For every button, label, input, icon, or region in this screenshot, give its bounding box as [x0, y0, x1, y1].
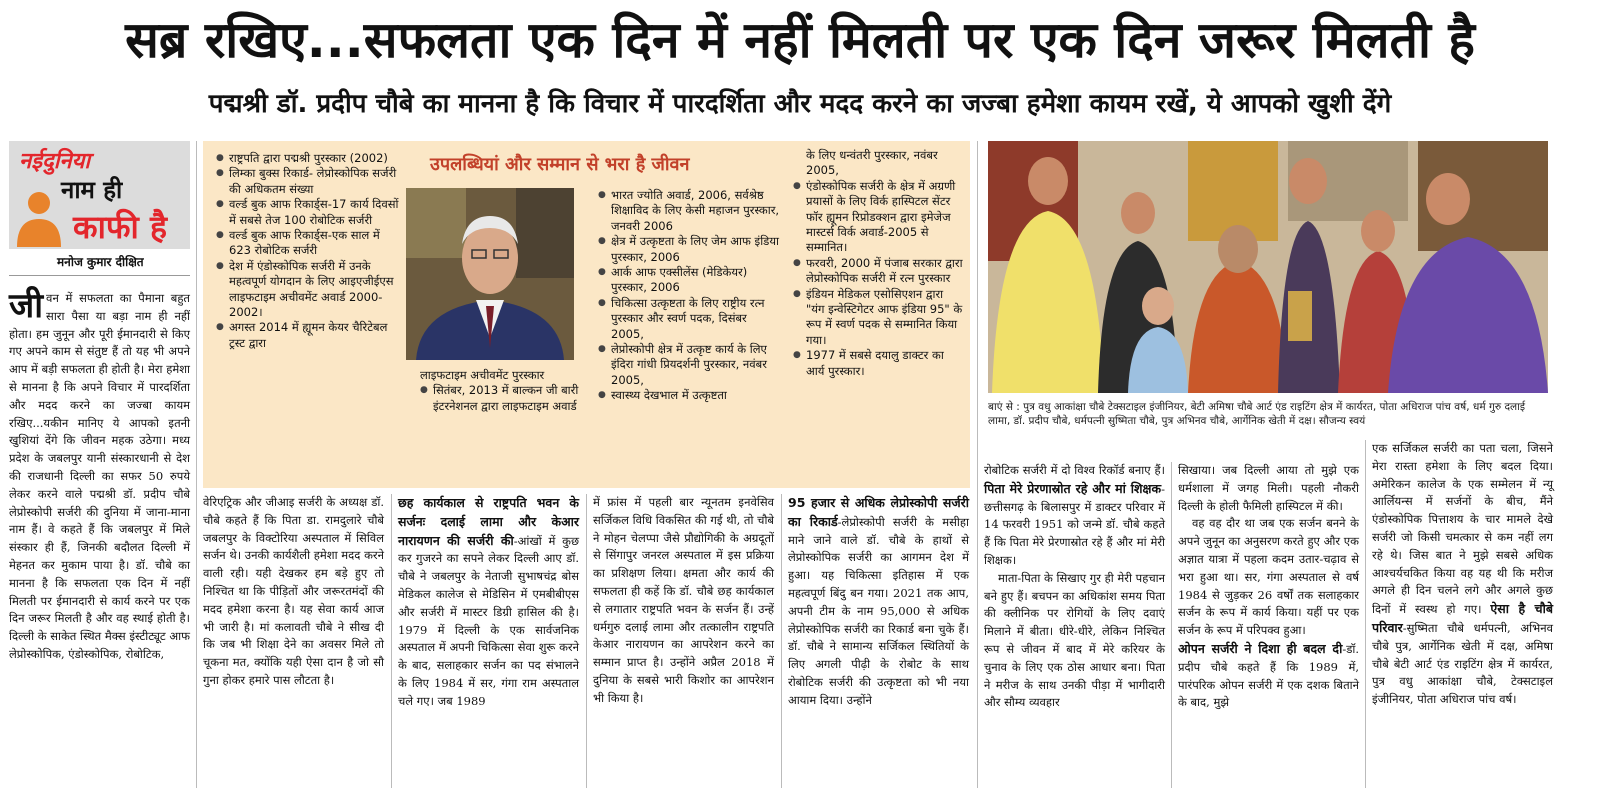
list-item: ● स्वास्थ्य देखभाल में उत्कृष्टता	[598, 388, 780, 403]
portrait-photo	[406, 188, 574, 360]
brand-line-3: काफी है	[73, 208, 167, 246]
achievements-list-1	[216, 151, 401, 481]
column-text: -डॉ. प्रदीप चौबे कहते हैं कि 1989 में, पारंपरिक ओपन सर्जरी में एक दशक बिताने के बाद, मुझे	[1178, 641, 1359, 710]
list-item: ● आर्क आफ एक्सीलेंस (मेडिकेयर) पुरस्कार, 2006	[598, 265, 780, 296]
column-text: रोबोटिक सर्जरी में दो विश्व रिकॉर्ड बनाए हैं।	[984, 463, 1165, 477]
section-heading: ऐसा है चौबे परिवार	[1372, 601, 1553, 635]
section-heading: ओपन सर्जरी ने दिशा ही बदल दी	[1178, 640, 1343, 656]
list-item: ● फरवरी, 2000 में पंजाब सरकार द्वारा लेप्रोस्कोपिक सर्जरी में रत्न पुरस्कार	[793, 256, 965, 287]
column-text: वेरिएट्रिक और जीआइ सर्जरी के अध्यक्ष डॉ. चौबे कहते हैं कि पिता डा. रामदुलारे चौबे जबलपुर के विक्टोरिया अस्पताल में सिविल सर्जन थे। उनकी कार्यशैली हमेशा मदद करने वाली रही। यही देखकर हम बड़े हुए तो निश्चित था कि पीड़ितों और जरूरतमंदों की मदद हमेशा करना है। यह सेवा कार्य आज भी जारी है। मां कलावती चौबे ने सीख दी कि जब भी शिक्षा देने का अवसर मिले तो चूकना मत, क्योंकि यही ऐसा दान है जो सौ गुना होकर हमारे पास लौटता है।	[203, 495, 384, 687]
list-item: ● वर्ल्ड बुक आफ रिकार्ड्स-एक साल में 623 रोबोटिक सर्जरी	[216, 228, 401, 259]
list-item: ● लेप्रोस्कोपी क्षेत्र में उत्कृष्ट कार्य के लिए इंदिरा गांधी प्रियदर्शनी पुरस्कार, नवंबर 2005,	[598, 342, 780, 388]
intro-text: वन में सफलता का पैमाना बहुत सारा पैसा या बड़ा नाम ही नहीं होता। हम जुनून और पूरी ईमानदारी से किए गए अपने काम से संतुष्ट हैं तो यह भी अपने आप में बड़ी सफलता ही होती है। मेरा हमेशा से मानना है कि अपने विचार में पारदर्शिता और मदद करने का जज्बा कायम रखिए...यकीन मानिए ये आपको इतनी खुशियां देंगे कि जीवन महक उठेगा। मध्य प्रदेश के जबलपुर यानी संस्कारधानी से देश की राजधानी दिल्ली का सफर 50 रुपये लेकर करने वाले पद्मश्री डॉ. प्रदीप चौबे लेप्रोस्कोपी सर्जरी की दुनिया में जाना-माना नाम हैं। वे कहते हैं कि जबलपुर में मिले संस्कार ही हैं, जिनकी बदौलत दिल्ली में मेहनत कर मुकाम पाया है। डॉ. चौबे का मानना है कि सफलता एक दिन में नहीं मिलती पर ईमानदारी से कार्य करने पर एक दिन जरूर मिलती है और वह स्थाई होती है। दिल्ली के साकेत स्थित मैक्स इंस्टीट्यूट आफ लेप्रोस्कोपिक, एंडोस्कोपिक, रोबोटिक,	[9, 291, 190, 661]
column-text: में फ्रांस में पहली बार न्यूनतम इनवेसिव सर्जिकल विधि विकसित की गई थी, तो चौबे ने मोहन चेलप्पा जैसे प्रौद्योगिकी के अग्रदूतों से सिंगापुर जनरल अस्पताल में इस प्रक्रिया का प्रशिक्षण लिया। क्षमता और कार्य की सफलता ही कहें कि डॉ. चौबे छह कार्यकाल से लगातार राष्ट्रपति भवन के सर्जन हैं। उन्हें धर्मगुरु दलाई लामा और तत्कालीन राष्ट्रपति केआर नारायणन का आपरेशन करने का सम्मान प्राप्त है। उन्होंने अप्रैल 2018 में दुनिया के सबसे भारी किशोर का आपरेशन भी किया है।	[593, 495, 774, 705]
column-divider	[391, 494, 392, 788]
column-text: -सुष्मिता चौबे धर्मपत्नी, अभिनव चौबे पुत्र, आर्गेनिक खेती में दक्ष, अमिषा चौबे बेटी आर्ट एंड राइटिंग क्षेत्र में कार्यरत, पुत्र वधु आकांक्षा चौबे, टेक्सटाइल इंजीनियर, पोता अधिराज पांच वर्ष।	[1372, 620, 1553, 707]
byline: मनोज कुमार दीक्षित	[9, 250, 190, 276]
headline: सब्र रखिए...सफलता एक दिन में नहीं मिलती पर एक दिन जरूर मिलती है	[125, 11, 1475, 69]
list-item: ● 1977 में सबसे दयालु डाक्टर का आर्य पुरस्कार।	[793, 348, 965, 379]
section-heading: छह कार्यकाल से राष्ट्रपति भवन के सर्जनः दलाई लामा और केआर नारायणन की सर्जरी की	[398, 495, 579, 548]
column-text: एक सर्जिकल सर्जरी का पता चला, जिसने मेरा रास्ता हमेशा के लिए बदल दिया। अमेरिकन कालेज के एक सम्मेलन में न्यू आर्लियन्स में सर्जनों के बीच, मैंने एंडोस्कोपिक पित्ताशय के चार मामले देखे सर्जरी जो किसी चमत्कार से कम नहीं लग रहे थे। जिस बात ने मुझे सबसे अधिक आश्चर्यचकित किया वह यह थी कि मरीज अगले ही दिन चलने लगे और अगले कुछ दिनों में स्वस्थ हो गए।	[1372, 441, 1553, 617]
list-item: ● वर्ल्ड बुक आफ रिकार्ड्स-17 कार्य दिवसों में सबसे तेज 100 रोबोटिक सर्जरी	[216, 197, 401, 228]
person-icon	[13, 187, 65, 247]
column-divider	[781, 494, 782, 788]
list-item: ● इंडियन मेडिकल एसोसिएशन द्वारा "यंग इन्वेस्टिगेटर आफ इंडिया 95" के रूप में स्वर्ण पदक से सम्मानित किया गया।	[793, 287, 965, 349]
brand-line-2: नाम ही	[61, 176, 123, 204]
achievements-title: उपलब्धियां और सम्मान से भरा है जीवन	[430, 154, 690, 175]
brand-line-1: नईदुनिया	[19, 149, 91, 174]
achievements-list-2	[598, 188, 780, 458]
family-photo	[988, 141, 1548, 393]
article-column	[398, 494, 579, 786]
list-continuation: के लिए धन्वंतरी पुरस्कार, नवंबर 2005,	[806, 148, 938, 178]
article-column	[788, 494, 969, 786]
list-item: ● देश में एंडोस्कोपिक सर्जरी में उनके महत्वपूर्ण योगदान के लिए आइएजीईएस लाइफटाइम अचीवमेंट अवार्ड 2000-2002।	[216, 259, 401, 321]
list-item: ● सितंबर, 2013 में बाल्कन जी बारी इंटरनेशनल द्वारा लाइफटाइम अवार्ड	[420, 383, 595, 414]
dropcap: जी	[9, 286, 44, 326]
article-column	[593, 494, 774, 786]
achievements-list-3	[793, 148, 965, 468]
intro-column	[9, 286, 190, 661]
list-item: ● भारत ज्योति अवार्ड, 2006, सर्वश्रेष्ठ शिक्षाविद के लिए केसी महाजन पुरस्कार, जनवरी 2006	[598, 188, 780, 234]
section-heading: पिता मेरे प्रेरणास्रोत रहे और मां शिक्षक	[984, 480, 1162, 496]
article-column	[1372, 440, 1553, 788]
article-column	[1178, 462, 1359, 788]
subheadline: पद्मश्री डॉ. प्रदीप चौबे का मानना है कि विचार में पारदर्शिता और मदद करने का जज्बा हमेशा कायम रखें, ये आपको खुशी देंगे	[208, 89, 1392, 119]
column-text: वह वह दौर था जब एक सर्जन बनने के अपने जुनून का अनुसरण करते हुए और एक अज्ञात यात्रा में पहला कदम उतार-चढ़ाव से भरा हुआ था। सर, गंगा अस्पताल से वर्ष 1984 से जुड़कर 26 वर्षों तक सलाहकार सर्जन के रूप में कार्य किया। यहीं पर एक सर्जन के रूप में परिपक्व हुआ।	[1178, 516, 1359, 638]
column-text: -लेप्रोस्कोपी सर्जरी के मसीहा माने जाने वाले डॉ. चौबे के हाथों से लेप्रोस्कोपिक सर्जरी का आगमन देश में हुआ। यह चिकित्सा इतिहास में एक महत्वपूर्ण बिंदु बन गया। 2021 तक आप, अपनी टीम के नाम 95,000 से अधिक लेप्रोस्कोपिक सर्जरी का रिकार्ड बना चुके हैं। डॉ. चौबे ने सामान्य सर्जिकल स्थितियों के लिए अगली पीढ़ी के रोबोट के साथ रोबोटिक सर्जरी की उत्कृष्टता को भी नया आयाम दिया। उन्होंने	[788, 514, 969, 707]
intro-column-lower	[9, 488, 190, 788]
column-divider	[1365, 440, 1366, 788]
list-item: ● अगस्त 2014 में ह्यूमन केयर चैरिटेबल ट्रस्ट द्वारा	[216, 320, 401, 351]
list-item: ● एंडोस्कोपिक सर्जरी के क्षेत्र में अग्रणी प्रयासों के लिए विर्क हास्पिटल सेंटर फॉर ह्यूमन रिप्रोडक्शन द्वारा इमेजेज मास्टर्स विर्क अवार्ड-2005 से सम्मानित।	[793, 179, 965, 256]
list-item: ● क्षेत्र में उत्कृष्टता के लिए जेम आफ इंडिया पुरस्कार, 2006	[598, 234, 780, 265]
column-text: माता-पिता के सिखाए गुर ही मेरी पहचान बने हुए हैं। बचपन का अधिकांश समय पिता की क्लीनिक पर रोगियों के लिए दवाएं मिलाने में बीता। धीरे-धीरे, लेकिन निश्चित रूप से जीवन में बाद में मेरे करियर के चुनाव के लिए एक ठोस आधार बना। पिता ने मरीज के साथ उनकी पीड़ा में भागीदारी और सौम्य व्यवहार	[984, 570, 1165, 710]
column-divider	[977, 141, 978, 788]
photo-caption: बाएं से : पुत्र वधु आकांक्षा चौबे टेक्सटाइल इंजीनियर, बेटी अमिषा चौबे आर्ट एंड राइटिंग क्षेत्र में कार्यरत, पोता अधिराज पांच वर्ष, धर्म गुरु दलाई लामा, डॉ. प्रदीप चौबे, धर्मपत्नी सुष्मिता चौबे, पुत्र अभिनव चौबे, आर्गेनिक खेती में दक्ष। सौजन्य स्वयं	[988, 401, 1526, 427]
section-heading: 95 हजार से अधिक लेप्रोस्कोपी सर्जरी का रिकार्ड	[788, 495, 969, 529]
column-divider	[586, 494, 587, 788]
column-text: -छत्तीसगढ़ के बिलासपुर में डाक्टर परिवार में 14 फरवरी 1951 को जन्मे डॉ. चौबे कहते हैं कि पिता मेरे प्रेरणास्रोत रहे हैं और मां मेरी शिक्षक।	[984, 481, 1165, 567]
article-column	[984, 462, 1165, 788]
portrait-caption-cont: लाइफटाइम अचीवमेंट पुरस्कार	[420, 368, 545, 382]
column-divider	[196, 141, 197, 788]
brand-logo	[9, 141, 190, 249]
list-item: ● चिकित्सा उत्कृष्टता के लिए राष्ट्रीय रत्न पुरस्कार और स्वर्ण पदक, दिसंबर 2005,	[598, 296, 780, 342]
article-column	[203, 494, 384, 786]
column-divider	[1171, 462, 1172, 788]
portrait-caption	[420, 368, 595, 414]
list-item: ● लिम्का बुक्स रिकार्ड- लेप्रोस्कोपिक सर्जरी की अधिकतम संख्या	[216, 166, 401, 197]
column-text: सिखाया। जब दिल्ली आया तो मुझे एक धर्मशाला में जगह मिली। पहली नौकरी दिल्ली के होली फैमिली हास्पिटल में की।	[1178, 463, 1359, 513]
list-item: ● राष्ट्रपति द्वारा पद्मश्री पुरस्कार (2002)	[216, 151, 401, 166]
column-text: -आंखों में कुछ कर गुजरने का सपने लेकर दिल्ली आए डॉ. चौबे ने जबलपुर के नेताजी सुभाषचंद्र बोस मेडिकल कालेज से मेडिसिन में एमबीबीएस और सर्जरी में मास्टर डिग्री हासिल की है। 1979 में दिल्ली के एक सार्वजनिक अस्पताल में अपनी चिकित्सा सेवा शुरू करने के बाद, सलाहकार सर्जन का पद संभालने के लिए 1984 में सर, गंगा राम अस्पताल चले गए। जब 1989	[398, 533, 580, 708]
